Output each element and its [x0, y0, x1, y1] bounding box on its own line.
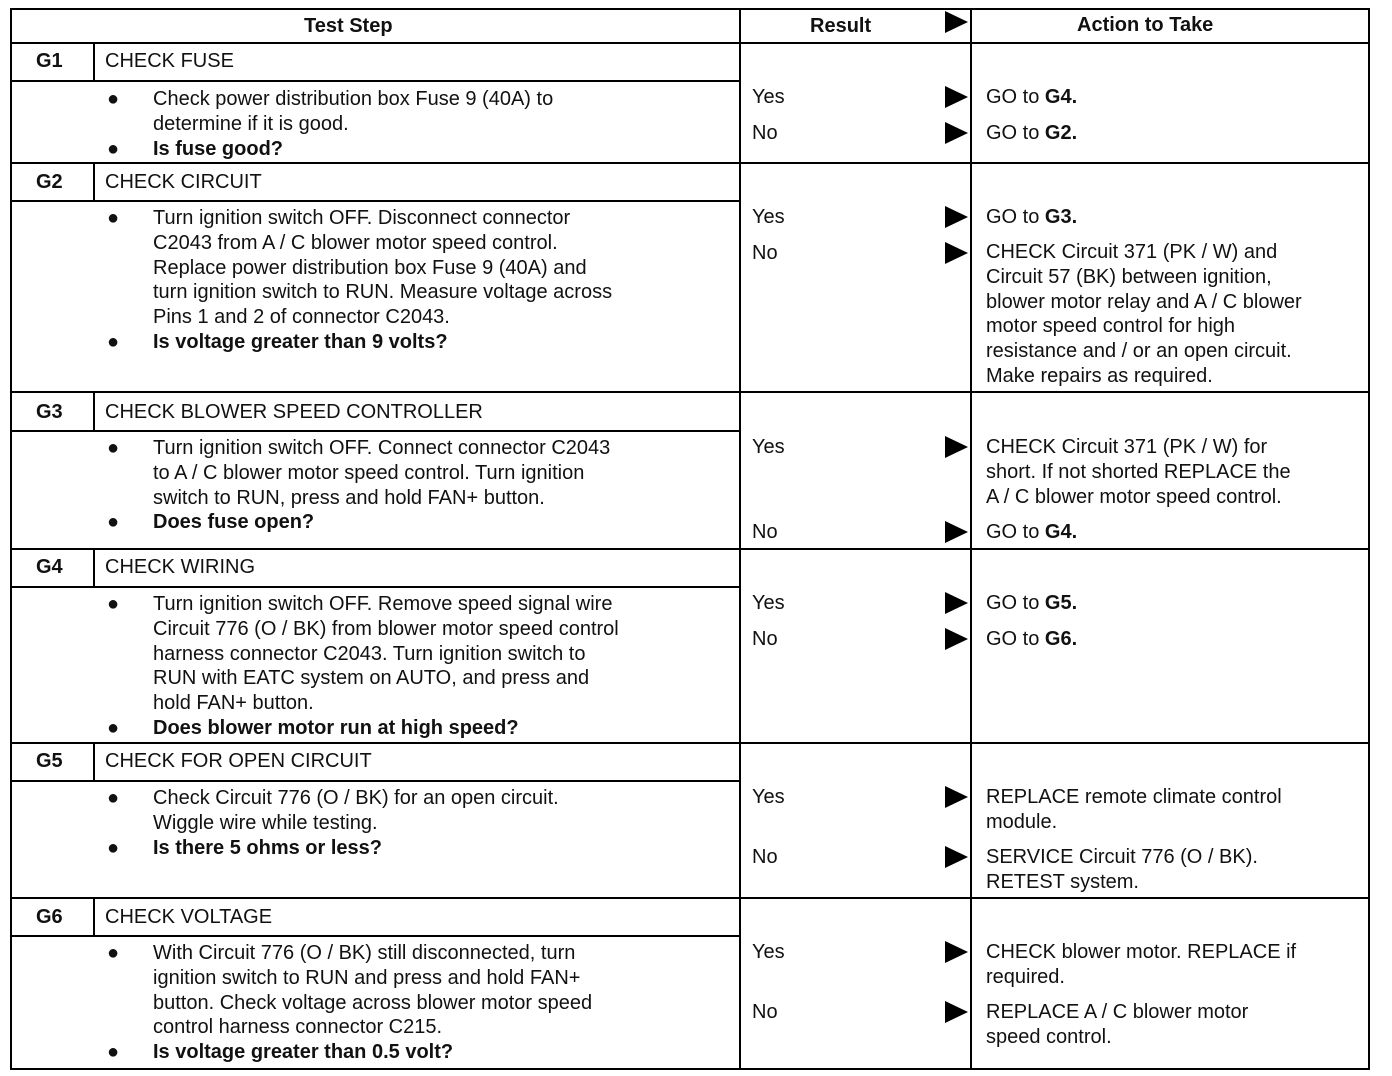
- section-divider: [10, 391, 1370, 393]
- step-title-rule: [10, 935, 739, 937]
- action-target-step: G5.: [1044, 592, 1078, 614]
- bullet-icon: ●: [107, 330, 120, 353]
- arrow-right-icon: [945, 521, 968, 543]
- action-to-take: [986, 205, 1366, 230]
- action-text: REPLACE A / C blower motor speed control.: [986, 1001, 1249, 1048]
- step-id: G4: [36, 556, 63, 578]
- step-instructions: [107, 436, 727, 535]
- instruction-text: Turn ignition switch OFF. Disconnect connector C2043 from A / C blower motor speed control. Replace power distribution box Fuse 9 (40A) and turn ignition switch to RUN. Measure voltage across Pins 1 and 2 of connector C2043.: [153, 207, 613, 329]
- action-to-take: [986, 845, 1366, 895]
- result-column-divider: [739, 8, 741, 1070]
- action-text: SERVICE Circuit 776 (O / BK). RETEST system.: [986, 846, 1258, 893]
- bullet-icon: ●: [107, 593, 120, 615]
- table-top-border: [10, 8, 1370, 10]
- step-id: G6: [36, 906, 63, 928]
- step-instructions: [107, 786, 727, 860]
- step-question: [107, 836, 727, 861]
- section-divider: [10, 742, 1370, 744]
- section-divider: [10, 548, 1370, 550]
- step-question: [107, 330, 727, 355]
- instruction-text: Is there 5 ohms or less?: [153, 836, 382, 859]
- step-title: CHECK BLOWER SPEED CONTROLLER: [105, 401, 483, 423]
- instruction-text: Is fuse good?: [153, 137, 283, 160]
- step-instructions: [107, 941, 727, 1065]
- header-arrow-icon: [945, 11, 968, 33]
- header-result: Result: [810, 15, 872, 37]
- instruction-text: Turn ignition switch OFF. Connect connector C2043 to A / C blower motor speed control. Turn ignition switch to RUN, press and hold FAN+ button.: [153, 437, 611, 509]
- instruction-item: [107, 87, 727, 137]
- bullet-icon: ●: [107, 437, 120, 459]
- step-question: [107, 510, 727, 535]
- step-instructions: [107, 592, 727, 741]
- action-text: REPLACE remote climate control module.: [986, 786, 1282, 833]
- header-test-step: Test Step: [304, 15, 393, 37]
- bullet-icon: ●: [107, 836, 120, 859]
- header-action: Action to Take: [1077, 14, 1214, 36]
- action-text: CHECK blower motor. REPLACE if required.: [986, 941, 1297, 988]
- step-instructions: [107, 87, 727, 161]
- arrow-right-icon: [945, 1001, 968, 1023]
- arrow-right-icon: [945, 941, 968, 963]
- action-to-take: [986, 1000, 1366, 1050]
- bullet-icon: ●: [107, 942, 120, 964]
- action-target-step: G3.: [1044, 206, 1078, 228]
- arrow-right-icon: [945, 846, 968, 868]
- instruction-text: Turn ignition switch OFF. Remove speed signal wire Circuit 776 (O / BK) from blower motor speed control harness connector C2043. Turn ignition switch to RUN with EATC system on AUTO, and press and hold FAN+ button.: [153, 593, 619, 715]
- step-title-rule: [10, 200, 739, 202]
- instruction-item: [107, 592, 727, 716]
- step-id-divider: [93, 162, 95, 200]
- bullet-icon: ●: [107, 511, 120, 534]
- table-right-border: [1368, 8, 1370, 1070]
- step-id: G2: [36, 171, 63, 193]
- arrow-right-icon: [945, 628, 968, 650]
- step-id-divider: [93, 897, 95, 935]
- step-question: [107, 716, 727, 741]
- action-text: GO to: [986, 86, 1045, 108]
- header-bottom-rule: [10, 42, 1370, 44]
- arrow-right-icon: [945, 122, 968, 144]
- step-title: CHECK VOLTAGE: [105, 906, 273, 928]
- section-divider: [10, 162, 1370, 164]
- instruction-item: [107, 436, 727, 510]
- instruction-item: [107, 941, 727, 1040]
- arrow-right-icon: [945, 86, 968, 108]
- arrow-right-icon: [945, 786, 968, 808]
- step-question: [107, 1040, 727, 1065]
- result-yes: Yes: [752, 436, 785, 458]
- result-no: No: [752, 1001, 778, 1023]
- result-no: No: [752, 122, 778, 144]
- action-to-take: [986, 591, 1366, 616]
- result-yes: Yes: [752, 786, 785, 808]
- action-target-step: G6.: [1044, 628, 1078, 650]
- action-target-step: G4.: [1044, 86, 1078, 108]
- step-title: CHECK WIRING: [105, 556, 255, 578]
- arrow-right-icon: [945, 206, 968, 228]
- instruction-text: With Circuit 776 (O / BK) still disconnected, turn ignition switch to RUN and press and hold FAN+ button. Check voltage across blower motor speed control harness connector C215.: [153, 942, 593, 1039]
- instruction-text: Does blower motor run at high speed?: [153, 716, 519, 739]
- action-to-take: [986, 627, 1366, 652]
- action-text: CHECK Circuit 371 (PK / W) and Circuit 57 (BK) between ignition, blower motor relay and A / C blower motor speed control for high resistance and / or an open circuit. Make repairs as required.: [986, 241, 1302, 387]
- result-no: No: [752, 242, 778, 264]
- step-title-rule: [10, 430, 739, 432]
- instruction-item: [107, 206, 727, 330]
- arrow-right-icon: [945, 436, 968, 458]
- action-text: GO to: [986, 628, 1045, 650]
- table-left-border: [10, 8, 12, 1070]
- instruction-text: Check Circuit 776 (O / BK) for an open circuit. Wiggle wire while testing.: [153, 787, 559, 834]
- action-to-take: [986, 520, 1366, 545]
- instruction-text: Check power distribution box Fuse 9 (40A) to determine if it is good.: [153, 88, 554, 135]
- action-text: GO to: [986, 206, 1045, 228]
- bullet-icon: ●: [107, 1041, 120, 1064]
- bullet-icon: ●: [107, 716, 120, 739]
- bullet-icon: ●: [107, 787, 120, 809]
- result-no: No: [752, 846, 778, 868]
- action-to-take: [986, 435, 1366, 509]
- action-to-take: [986, 240, 1366, 389]
- action-to-take: [986, 121, 1366, 146]
- result-yes: Yes: [752, 941, 785, 963]
- step-instructions: [107, 206, 727, 355]
- step-title-rule: [10, 780, 739, 782]
- action-to-take: [986, 85, 1366, 110]
- action-text: CHECK Circuit 371 (PK / W) for short. If not shorted REPLACE the A / C blower motor speed control.: [986, 436, 1291, 508]
- step-question: [107, 137, 727, 162]
- step-id-divider: [93, 42, 95, 80]
- result-yes: Yes: [752, 592, 785, 614]
- action-target-step: G4.: [1044, 521, 1078, 543]
- step-id: G3: [36, 401, 63, 423]
- diagnostic-table: [10, 8, 1370, 1068]
- instruction-item: [107, 786, 727, 836]
- instruction-text: Does fuse open?: [153, 511, 315, 534]
- section-divider: [10, 897, 1370, 899]
- step-id-divider: [93, 548, 95, 586]
- arrow-right-icon: [945, 592, 968, 614]
- step-title: CHECK CIRCUIT: [105, 171, 262, 193]
- table-bottom-border: [10, 1068, 1370, 1070]
- bullet-icon: ●: [107, 88, 120, 110]
- instruction-text: Is voltage greater than 9 volts?: [153, 330, 448, 353]
- action-text: GO to: [986, 592, 1045, 614]
- result-yes: Yes: [752, 86, 785, 108]
- result-no: No: [752, 628, 778, 650]
- result-no: No: [752, 521, 778, 543]
- step-title: CHECK FUSE: [105, 50, 234, 72]
- step-title-rule: [10, 80, 739, 82]
- instruction-text: Is voltage greater than 0.5 volt?: [153, 1041, 454, 1064]
- arrow-right-icon: [945, 242, 968, 264]
- step-id-divider: [93, 742, 95, 780]
- action-text: GO to: [986, 122, 1045, 144]
- result-yes: Yes: [752, 206, 785, 228]
- action-column-divider: [970, 8, 972, 1070]
- bullet-icon: ●: [107, 137, 120, 160]
- action-to-take: [986, 785, 1366, 835]
- step-id-divider: [93, 391, 95, 430]
- step-title: CHECK FOR OPEN CIRCUIT: [105, 750, 372, 772]
- action-target-step: G2.: [1044, 122, 1078, 144]
- action-text: GO to: [986, 521, 1045, 543]
- bullet-icon: ●: [107, 207, 120, 229]
- step-title-rule: [10, 586, 739, 588]
- step-id: G5: [36, 750, 63, 772]
- action-to-take: [986, 940, 1366, 990]
- step-id: G1: [36, 50, 63, 72]
